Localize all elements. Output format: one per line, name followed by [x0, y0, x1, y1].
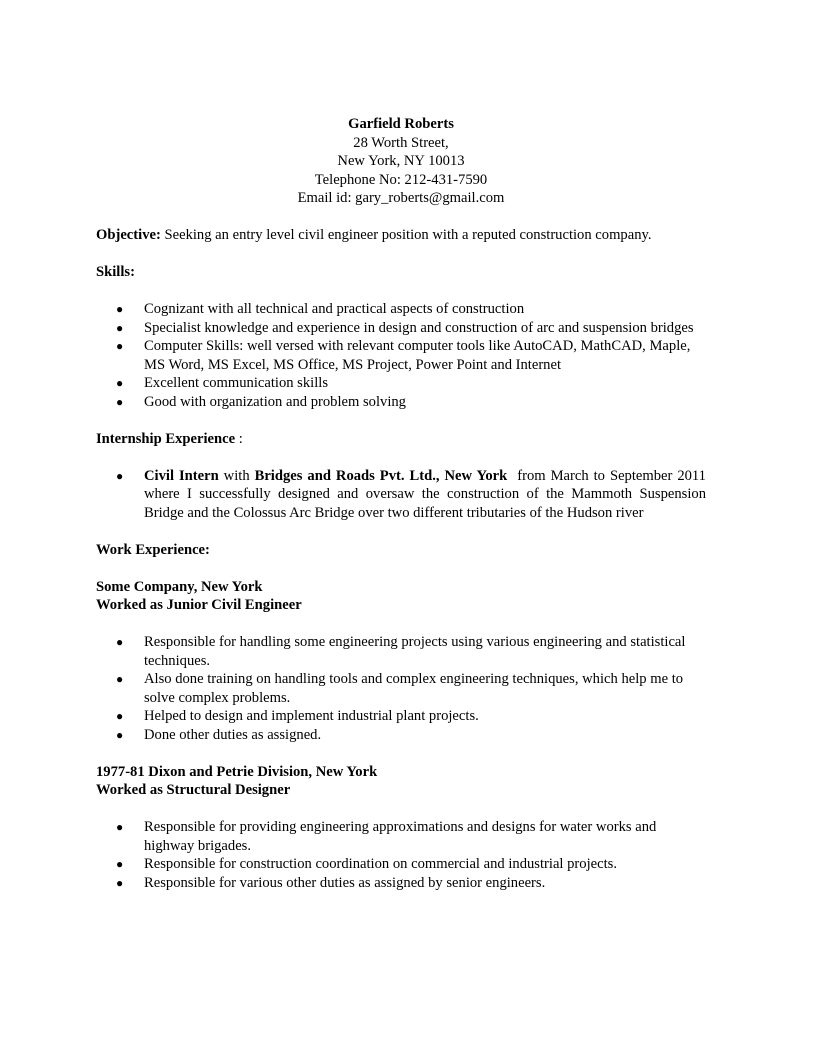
internship-heading: Internship Experience :	[96, 430, 243, 447]
resume-page	[96, 115, 710, 892]
job-title: Worked as Junior Civil Engineer	[96, 597, 302, 613]
job-company: Some Company, New York	[96, 578, 263, 595]
bullet-icon: ●	[116, 672, 124, 686]
list-item: ● Specialist knowledge and experience in design and construction of arc and suspension bridges	[116, 319, 694, 336]
work-heading: Work Experience:	[96, 541, 210, 558]
list-item: ● Responsible for various other duties as assigned by senior engineers.	[116, 874, 546, 891]
list-item: ● Responsible for handling some engineering projects using various engineering and statistical techniques.	[116, 634, 686, 669]
list-item: ● Done other duties as assigned.	[116, 726, 322, 743]
internship-list	[96, 467, 710, 523]
contact-header	[96, 115, 706, 208]
list-item: ● Civil Intern with Bridges and Roads Pvt. Ltd., New York from March to September 2011 where I successfully designed and oversaw the construction of the Mammoth Suspension Bridge and the Colossus Arc Bridge over two different tributaries of the Hudson river	[116, 467, 710, 521]
bullet-icon: ●	[116, 709, 124, 723]
intern-company: Bridges and Roads Pvt. Ltd., New York	[254, 467, 508, 484]
job-duties-list	[96, 633, 706, 744]
list-item: ● Responsible for construction coordination on commercial and industrial projects.	[116, 856, 617, 872]
skills-list	[96, 300, 706, 411]
address-city: New York, NY 10013	[337, 153, 465, 169]
bullet-icon: ●	[116, 339, 124, 353]
bullet-icon: ●	[116, 727, 124, 742]
job-duties-list	[96, 818, 706, 892]
telephone: Telephone No: 212-431-7590	[314, 171, 488, 188]
job-title: Worked as Structural Designer	[96, 782, 291, 798]
bullet-icon: ●	[116, 635, 124, 649]
list-item: ● Responsible for providing engineering approximations and designs for water works and highway brigades.	[116, 819, 657, 854]
bullet-icon: ●	[116, 857, 124, 871]
list-item: ● Cognizant with all technical and practical aspects of construction	[116, 301, 525, 317]
objective-text: Seeking an entry level civil engineer position with a reputed construction company.	[164, 227, 652, 243]
bullet-icon: ●	[116, 320, 124, 335]
bullet-icon: ●	[116, 376, 124, 390]
intern-role: Civil Intern	[144, 467, 219, 484]
objective	[96, 226, 706, 245]
bullet-icon: ●	[116, 875, 124, 890]
email: Email id: gary_roberts@gmail.com	[297, 190, 505, 206]
bullet-icon: ●	[116, 820, 124, 834]
candidate-name: Garfield Roberts	[348, 116, 454, 132]
bullet-icon: ●	[116, 394, 124, 409]
bullet-icon: ●	[116, 468, 124, 483]
list-item: ● Helped to design and implement industrial plant projects.	[116, 708, 479, 724]
list-item: ● Excellent communication skills	[116, 375, 329, 391]
objective-label: Objective:	[96, 227, 161, 243]
job-company: 1977-81 Dixon and Petrie Division, New York	[96, 763, 378, 780]
list-item: ● Computer Skills: well versed with relevant computer tools like AutoCAD, MathCAD, Maple, MS Word, MS Excel, MS Office, MS Project, Power Point and Internet	[116, 338, 691, 373]
skills-heading: Skills:	[96, 264, 135, 280]
list-item: ● Good with organization and problem solving	[116, 393, 406, 410]
bullet-icon: ●	[116, 302, 124, 316]
list-item: ● Also done training on handling tools and complex engineering techniques, which help me to solve complex problems.	[116, 671, 684, 706]
address-street: 28 Worth Street,	[353, 134, 449, 151]
